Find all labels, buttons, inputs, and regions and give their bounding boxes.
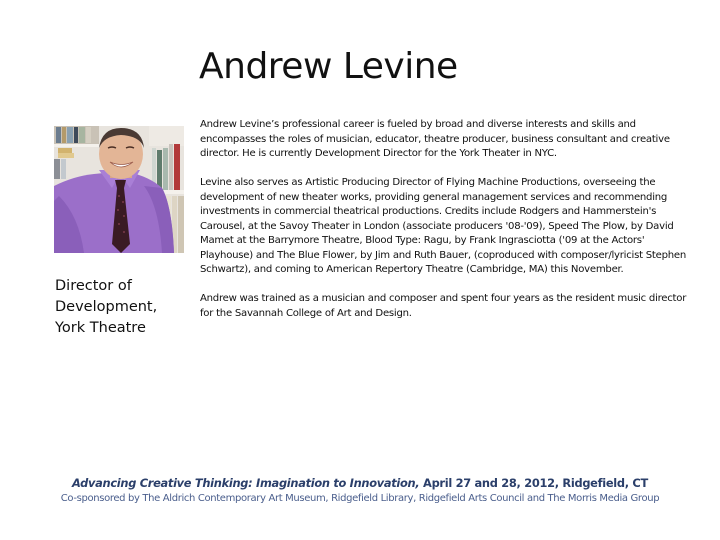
- bio-paragraph: Levine also serves as Artistic Producing Director of Flying Machine Productions, overseeing the development of new theater works, providing general management services and recommending investments in commercial theatrical productions. Credits include Rodgers and Hammerstein's Carousel, at the Savoy Theater in London (associate producers '08-'09), Speed The Plow, by David Mamet at the Barrymore Theatre, Blood Type: Ragu, by Frank Ingrasciotta ('09 at the Actors' Playhouse) and The Blue Flower, by Jim and Ruth Bauer, (coproduced with composer/lyricist Stephen Schwartz), and coming to American Repertory Theatre (Cambridge, MA) this November.: [200, 177, 686, 275]
- slide-footer: [0, 475, 720, 507]
- biography: [200, 118, 690, 336]
- bio-paragraph: Andrew Levine’s professional career is fueled by broad and diverse interests and skills and encompasses the roles of musician, educator, theatre producer, business consultant and creative director. He is currently Development Director for the York Theater in NYC.: [200, 119, 670, 159]
- event-line: [0, 475, 720, 491]
- slide-title: Andrew Levine: [199, 46, 458, 87]
- caption-line: Director of: [55, 278, 132, 294]
- event-details: April 27 and 28, 2012, Ridgefield, CT: [419, 476, 648, 490]
- bio-paragraph: Andrew was trained as a musician and composer and spent four years as the resident music director for the Savannah College of Art and Design.: [200, 293, 687, 319]
- event-title: Advancing Creative Thinking: Imagination to Innovation,: [72, 476, 420, 490]
- sponsors-line: Co-sponsored by The Aldrich Contemporary Art Museum, Ridgefield Library, Ridgefield Arts Council and The Morris Media Group: [60, 493, 660, 504]
- role-caption: [55, 276, 190, 339]
- caption-line: Development,: [55, 299, 158, 315]
- caption-line: York Theatre: [55, 320, 146, 336]
- portrait-photo: [54, 126, 184, 253]
